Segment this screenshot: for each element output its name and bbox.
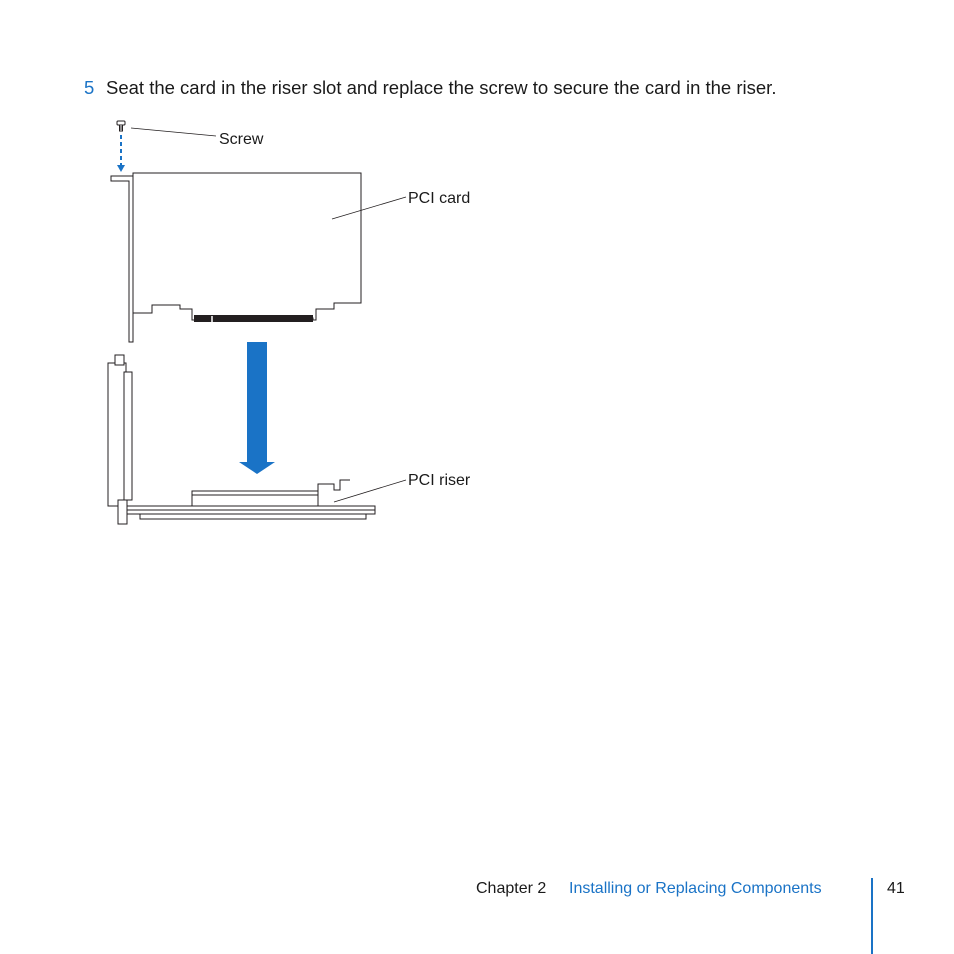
screw-illustration <box>117 121 125 131</box>
pci-card-bracket <box>111 176 133 342</box>
footer-divider <box>871 878 873 954</box>
pci-riser-illustration <box>108 355 375 524</box>
page-number: 41 <box>887 880 905 897</box>
step-text: Seat the card in the riser slot and replace the screw to secure the card in the riser. <box>106 77 777 98</box>
footer-chapter: Chapter 2 <box>476 880 547 897</box>
pci-card-label: PCI card <box>408 190 471 207</box>
screw-callout-line <box>131 128 216 136</box>
pci-card-illustration <box>133 173 361 322</box>
screw-guide-arrow <box>117 135 125 172</box>
step-number: 5 <box>84 77 95 98</box>
screw-label: Screw <box>219 131 264 148</box>
pci-riser-label: PCI riser <box>408 472 471 489</box>
footer-section-title: Installing or Replacing Components <box>569 880 822 897</box>
insertion-arrow <box>239 342 275 474</box>
